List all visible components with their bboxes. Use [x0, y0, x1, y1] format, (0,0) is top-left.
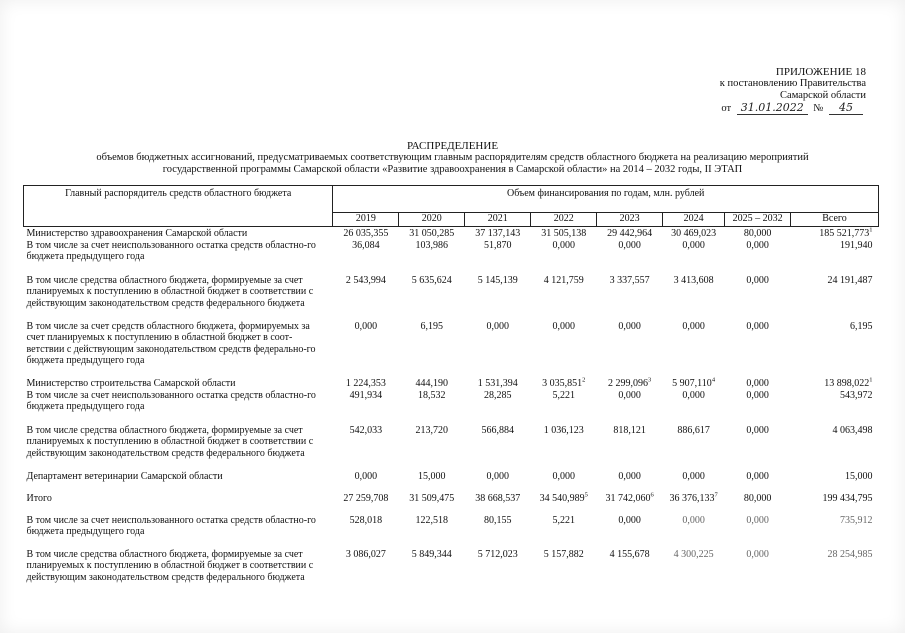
- table-row: [24, 425, 879, 471]
- row-total-cell: [791, 227, 879, 240]
- table-row: [24, 227, 879, 240]
- row-value-cell: [531, 390, 597, 425]
- cell-value: 0,000: [746, 514, 769, 526]
- cell-value: 0,000: [552, 470, 575, 482]
- row-value-cell: [465, 321, 531, 378]
- cell-value: 5 712,023: [477, 548, 518, 560]
- row-value-cell: [465, 471, 531, 493]
- header-col-total: Всего: [791, 213, 879, 227]
- cell-value: 0,000: [486, 470, 509, 482]
- heading-title: РАСПРЕДЕЛЕНИЕ: [406, 140, 499, 152]
- footnote-marker: 2: [582, 376, 586, 384]
- row-value-cell: [465, 227, 531, 240]
- row-total-cell: [791, 425, 879, 471]
- table-row: [24, 549, 879, 595]
- header-col-year: 2024: [663, 213, 725, 227]
- row-value-cell: [333, 321, 399, 378]
- row-value-cell: [725, 471, 791, 493]
- cell-value: 0,000: [486, 320, 509, 332]
- row-value-cell: [465, 390, 531, 425]
- row-value-cell: [399, 275, 465, 321]
- row-value-cell: [333, 390, 399, 425]
- cell-value: 566,884: [481, 424, 514, 436]
- cell-value: 735,912: [840, 514, 873, 526]
- row-value-cell: [399, 378, 465, 390]
- row-value-cell: [597, 515, 663, 549]
- row-label: В том числе за счет средств областного бюджета, формируемых за счет планируемых к поступлению в областной бюджет в соот-ветствии с действующим законодательством средств федерально-го бюджета предыдущего года: [26, 320, 316, 366]
- row-value-cell: [465, 275, 531, 321]
- cell-value: 213,720: [415, 424, 449, 436]
- row-value-cell: [725, 390, 791, 425]
- cell-value: 0,000: [682, 470, 705, 482]
- table-body: [24, 227, 879, 595]
- cell-value: 122,518: [415, 514, 449, 526]
- footnote-marker: 3: [648, 376, 652, 384]
- heading-line-2: государственной программы Самарской области «Развитие здравоохранения в Самарской области» на 2014 – 2032 годы, II ЭТАП: [162, 164, 743, 175]
- row-value-cell: [399, 549, 465, 595]
- row-value-cell: [663, 227, 725, 240]
- number-prefix: №: [813, 103, 824, 114]
- footnote-marker: 1: [869, 226, 873, 234]
- handwritten-number: 45: [829, 102, 863, 115]
- cell-value: 29 442,964: [607, 228, 653, 239]
- cell-value: 31 742,060: [605, 492, 651, 504]
- row-value-cell: [399, 493, 465, 515]
- cell-value: 818,121: [613, 424, 646, 436]
- cell-value: 0,000: [746, 424, 769, 436]
- row-value-cell: [597, 471, 663, 493]
- cell-value: 36,084: [352, 239, 380, 251]
- table-row: [24, 515, 879, 549]
- cell-value: 5 157,882: [543, 548, 584, 560]
- row-total-cell: [791, 275, 879, 321]
- cell-value: 0,000: [618, 320, 641, 332]
- cell-value: 4 300,225: [673, 548, 714, 560]
- row-total-cell: [791, 378, 879, 390]
- cell-value: 0,000: [618, 514, 641, 526]
- appendix-block: [630, 66, 866, 115]
- cell-value: 0,000: [746, 377, 769, 389]
- row-total-cell: [791, 515, 879, 549]
- row-value-cell: [465, 378, 531, 390]
- row-value-cell: [663, 378, 725, 390]
- cell-value: 36 376,133: [669, 492, 715, 504]
- row-value-cell: [465, 549, 531, 595]
- row-value-cell: [725, 493, 791, 515]
- cell-value: 0,000: [552, 239, 575, 251]
- cell-value: 543,972: [840, 389, 873, 401]
- row-value-cell: [597, 275, 663, 321]
- row-total-cell: [791, 471, 879, 493]
- cell-value: 0,000: [354, 320, 378, 332]
- row-value-cell: [725, 227, 791, 240]
- row-label: В том числе за счет неиспользованного остатка средств областно-го бюджета предыдущего года: [26, 239, 316, 262]
- row-value-cell: [531, 471, 597, 493]
- row-label: В том числе средства областного бюджета, формируемые за счет планируемых к поступлению в областной бюджет в соответствии с действующим законодательством средств федерального бюджета: [26, 548, 314, 583]
- row-value-cell: [399, 321, 465, 378]
- header-funding: Объем финансирования по годам, млн. рублей: [333, 186, 879, 213]
- cell-value: 886,617: [677, 424, 710, 436]
- cell-value: 2 543,994: [345, 274, 386, 286]
- row-value-cell: [531, 321, 597, 378]
- table-row: [24, 471, 879, 493]
- row-value-cell: [333, 275, 399, 321]
- row-value-cell: [333, 378, 399, 390]
- cell-value: 5 907,110: [672, 377, 712, 389]
- date-prefix: от: [721, 103, 732, 114]
- cell-value: 0,000: [746, 389, 769, 401]
- cell-value: 0,000: [682, 389, 705, 401]
- cell-value: 0,000: [682, 514, 705, 526]
- row-label: Министерство здравоохранения Самарской области: [26, 228, 248, 239]
- cell-value: 3 413,608: [673, 274, 714, 286]
- cell-value: 4 121,759: [543, 274, 584, 286]
- row-label: Итого: [26, 492, 52, 504]
- row-value-cell: [399, 240, 465, 275]
- cell-value: 199 434,795: [822, 492, 873, 504]
- appendix-line-1: к постановлению Правительства: [719, 78, 866, 89]
- appendix-date-line: [630, 102, 866, 115]
- cell-value: 51,870: [484, 239, 512, 251]
- cell-value: 15,000: [845, 470, 873, 482]
- table-row: [24, 493, 879, 515]
- cell-value: 28 254,985: [827, 548, 873, 560]
- row-value-cell: [725, 240, 791, 275]
- header-col-year: 2021: [465, 213, 531, 227]
- cell-value: 0,000: [746, 320, 769, 332]
- cell-value: 5,221: [552, 389, 575, 401]
- row-value-cell: [465, 493, 531, 515]
- row-value-cell: [399, 471, 465, 493]
- cell-value: 31 505,138: [541, 228, 587, 239]
- row-value-cell: [531, 378, 597, 390]
- table-row: [24, 378, 879, 390]
- row-label: В том числе средства областного бюджета, формируемые за счет планируемых к поступлению в областной бюджет в соответствии с действующим законодательством средств федерального бюджета: [26, 274, 314, 309]
- row-value-cell: [597, 493, 663, 515]
- header-col-year: 2022: [531, 213, 597, 227]
- row-value-cell: [597, 425, 663, 471]
- appendix-line-2: Самарской области: [780, 90, 866, 101]
- cell-value: 26 035,355: [343, 228, 389, 239]
- row-value-cell: [663, 240, 725, 275]
- row-value-cell: [531, 240, 597, 275]
- cell-value: 6,195: [850, 320, 873, 332]
- cell-value: 491,934: [349, 389, 383, 401]
- cell-value: 3 035,851: [542, 377, 583, 389]
- row-value-cell: [399, 515, 465, 549]
- table-row: [24, 390, 879, 425]
- handwritten-date: 31.01.2022: [737, 102, 808, 115]
- cell-value: 31 050,285: [409, 228, 455, 239]
- row-value-cell: [333, 549, 399, 595]
- row-value-cell: [465, 240, 531, 275]
- table-row: [24, 321, 879, 378]
- row-total-cell: [791, 549, 879, 595]
- cell-value: 191,940: [840, 239, 873, 251]
- document-heading: [0, 140, 905, 176]
- cell-value: 6,195: [420, 320, 444, 332]
- row-total-cell: [791, 321, 879, 378]
- cell-value: 528,018: [349, 514, 383, 526]
- appendix-title: ПРИЛОЖЕНИЕ 18: [775, 66, 866, 78]
- header-col-year: 2020: [399, 213, 465, 227]
- row-value-cell: [465, 515, 531, 549]
- row-value-cell: [597, 378, 663, 390]
- row-value-cell: [725, 378, 791, 390]
- cell-value: 444,190: [415, 377, 449, 389]
- row-value-cell: [531, 515, 597, 549]
- row-value-cell: [663, 275, 725, 321]
- row-value-cell: [531, 493, 597, 515]
- row-label: Министерство строительства Самарской области: [26, 377, 236, 389]
- cell-value: 0,000: [746, 274, 769, 286]
- row-value-cell: [597, 549, 663, 595]
- cell-value: 4 155,678: [609, 548, 650, 560]
- cell-value: 3 086,027: [345, 548, 386, 560]
- row-value-cell: [399, 227, 465, 240]
- cell-value: 1 224,353: [345, 377, 386, 389]
- row-value-cell: [663, 425, 725, 471]
- cell-value: 0,000: [354, 470, 378, 482]
- cell-value: 5 635,624: [411, 274, 452, 286]
- row-label: В том числе за счет неиспользованного остатка средств областно-го бюджета предыдущего года: [26, 389, 316, 412]
- cell-value: 0,000: [552, 320, 575, 332]
- cell-value: 80,000: [743, 492, 772, 504]
- cell-value: 185 521,773: [819, 228, 870, 239]
- cell-value: 31 509,475: [409, 492, 455, 504]
- heading-line-1: объемов бюджетных ассигнований, предусматриваемых соответствующим главным распорядителям средств областного бюджета на реализацию мероприятий: [96, 152, 809, 163]
- cell-value: 80,155: [484, 514, 512, 526]
- cell-value: 38 668,537: [475, 492, 521, 504]
- cell-value: 5 145,139: [477, 274, 518, 286]
- cell-value: 1 036,123: [543, 424, 584, 436]
- row-value-cell: [663, 321, 725, 378]
- footnote-marker: 6: [650, 491, 654, 499]
- cell-value: 28,285: [484, 389, 512, 401]
- footnote-marker: 5: [584, 491, 588, 499]
- row-value-cell: [531, 549, 597, 595]
- table-row: [24, 275, 879, 321]
- row-value-cell: [725, 425, 791, 471]
- cell-value: 5 849,344: [411, 548, 452, 560]
- header-col-year: 2019: [333, 213, 399, 227]
- row-value-cell: [333, 227, 399, 240]
- row-value-cell: [663, 549, 725, 595]
- row-value-cell: [399, 425, 465, 471]
- budget-table: [23, 185, 879, 595]
- footnote-marker: 4: [711, 376, 716, 384]
- cell-value: 30 469,023: [671, 228, 717, 239]
- cell-value: 5,221: [552, 514, 575, 526]
- row-value-cell: [725, 275, 791, 321]
- row-value-cell: [333, 515, 399, 549]
- row-value-cell: [597, 227, 663, 240]
- row-value-cell: [663, 390, 725, 425]
- cell-value: 13 898,022: [824, 377, 870, 389]
- footnote-marker: 1: [869, 376, 873, 384]
- cell-value: 18,532: [418, 389, 446, 401]
- row-label: Департамент ветеринарии Самарской области: [26, 470, 223, 482]
- row-value-cell: [333, 471, 399, 493]
- cell-value: 80,000: [743, 228, 772, 239]
- cell-value: 34 540,989: [539, 492, 585, 504]
- row-value-cell: [531, 227, 597, 240]
- row-value-cell: [597, 390, 663, 425]
- row-value-cell: [333, 425, 399, 471]
- cell-value: 0,000: [618, 239, 641, 251]
- cell-value: 3 337,557: [609, 274, 650, 286]
- table-row: [24, 240, 879, 275]
- cell-value: 542,033: [349, 424, 383, 436]
- cell-value: 0,000: [746, 239, 769, 251]
- row-value-cell: [663, 493, 725, 515]
- cell-value: 15,000: [418, 470, 446, 482]
- header-col-year: 2025 – 2032: [725, 213, 791, 227]
- cell-value: 4 063,498: [832, 424, 873, 436]
- cell-value: 0,000: [682, 239, 705, 251]
- row-value-cell: [725, 549, 791, 595]
- row-value-cell: [333, 493, 399, 515]
- row-value-cell: [531, 425, 597, 471]
- row-total-cell: [791, 240, 879, 275]
- cell-value: 2 299,096: [608, 377, 649, 389]
- row-value-cell: [333, 240, 399, 275]
- cell-value: 0,000: [618, 470, 641, 482]
- row-value-cell: [725, 515, 791, 549]
- row-value-cell: [597, 240, 663, 275]
- cell-value: 37 137,143: [475, 228, 521, 239]
- cell-value: 27 259,708: [343, 492, 389, 504]
- header-col-year: 2023: [597, 213, 663, 227]
- row-value-cell: [531, 275, 597, 321]
- row-label: В том числе за счет неиспользованного остатка средств областно-го бюджета предыдущего года: [26, 514, 316, 537]
- row-total-cell: [791, 390, 879, 425]
- row-label: В том числе средства областного бюджета, формируемые за счет планируемых к поступлению в областной бюджет в соответствии с действующим законодательством средств федерального бюджета: [26, 424, 314, 459]
- cell-value: 24 191,487: [827, 274, 873, 286]
- row-value-cell: [725, 321, 791, 378]
- row-value-cell: [399, 390, 465, 425]
- row-value-cell: [597, 321, 663, 378]
- row-value-cell: [663, 515, 725, 549]
- header-distributor: Главный распорядитель средств областного бюджета: [24, 186, 333, 227]
- cell-value: 0,000: [746, 548, 769, 560]
- cell-value: 0,000: [746, 470, 769, 482]
- cell-value: 103,986: [415, 239, 449, 251]
- row-value-cell: [465, 425, 531, 471]
- row-value-cell: [663, 471, 725, 493]
- footnote-marker: 7: [714, 491, 718, 499]
- cell-value: 0,000: [618, 389, 641, 401]
- cell-value: 1 531,394: [477, 377, 518, 389]
- row-total-cell: [791, 493, 879, 515]
- cell-value: 0,000: [682, 320, 705, 332]
